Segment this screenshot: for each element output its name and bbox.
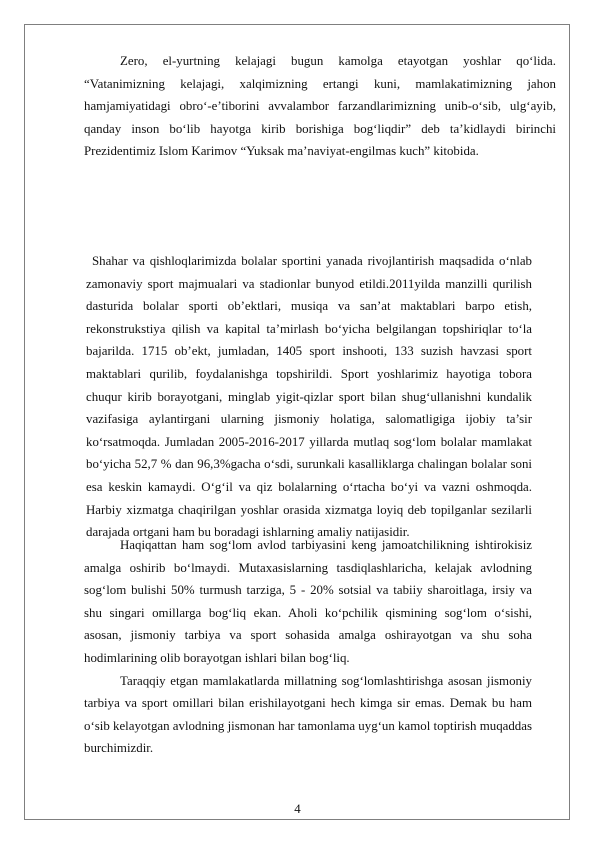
page-number: 4	[294, 802, 301, 816]
document-body	[84, 50, 556, 163]
paragraph-intro: Zero, el-yurtning kelajagi bugun kamolga etayotgan yoshlar qo‘lida. “Vatanimizning kelajagi, xalqimizning ertangi kuni, mamlakatimizning jahon hamjamiyatidagi obro‘-e’tiborini avvalambor farzandlarimizning unib-o‘sib, ulg‘ayib, qanday inson bo‘lib hayotga kirib borishiga bog‘liqdir” deb ta’kidlaydi birinchi Prezidentimiz Islom Karimov “Yuksak ma’naviyat-engilmas kuch” kitobida.	[84, 54, 556, 159]
paragraph-sport-facilities	[86, 250, 532, 544]
paragraph-sport-facilities-text: Shahar va qishloqlarimizda bolalar sportini yanada rivojlantirish maqsadida o‘nlab zamonaviy sport majmualari va stadionlar bunyod etildi.2011yilda manzilli qurilish dasturida bolalar sporti ob’ektlari, musiqa va san’at maktablari barpo etish, rekonstrukstiya qilish va kapital ta’mirlash bo‘yicha belgilangan topshiriqlar to‘la bajarilda. 1715 ob’ekt, jumladan, 1405 sport inshooti, 133 suzish havzasi sport maktablari qurilib, foydalanishga topshirildi. Sport yoshlarimiz hayotiga tobora chuqur kirib borayotgani, minglab yigit-qizlar sport bilan shug‘ullanishni kundalik vazifasiga aylantirgani ularning jismoniy holatiga, salomatligiga ijobiy ta’sir ko‘rsatmoqda. Jumladan 2005-2016-2017 yillarda mutlaq sog‘lom bolalar mamlakat bo‘yicha 52,7 % dan 96,3%gacha o‘sdi, surunkali kasalliklarga chalingan bolalar soni esa keskin kamaydi. O‘g‘il va qiz bolalarning o‘rtacha bo‘yi va vazni oshmoqda. Harbiy xizmatga chaqirilgan yoshlar orasida xizmatga loyiq deb topilganlar sezilarli darajada ortgani ham bu boradagi ishlarning amaliy natijasidir.	[86, 254, 532, 540]
paragraph-developed-countries: Taraqqiy etgan mamlakatlarda millatning sog‘lomlashtirishga asosan jismoniy tarbiya va sport omillari bilan erishilayotgani hech kimga sir emas. Demak bu ham o‘sib kelayotgan avlodning jismonan har tamonlama uyg‘un kamol toptirish muqaddas burchimizdir.	[84, 673, 532, 756]
paragraph-healthy-generation: Haqiqattan ham sog‘lom avlod tarbiyasini keng jamoatchilikning ishtirokisiz amalga oshirib bo‘lmaydi. Mutaxasislarning tasdiqlashlaricha, kelajak avlodning sog‘lom bulishi 50% turmush tarziga, 5 - 20% sotsial va tabiiy sharoitlaga, irsiy va shu singari omillarga bog‘liq ekan. Aholi ko‘pchilik qismining sog‘lom o‘sishi, asosan, jismoniy tarbiya va sport sohasida amalga oshirayotgan va shu soha hodimlarining olib borayotgan ishlari bilan bog‘liq.	[84, 538, 532, 665]
document-body-lower	[84, 534, 532, 760]
